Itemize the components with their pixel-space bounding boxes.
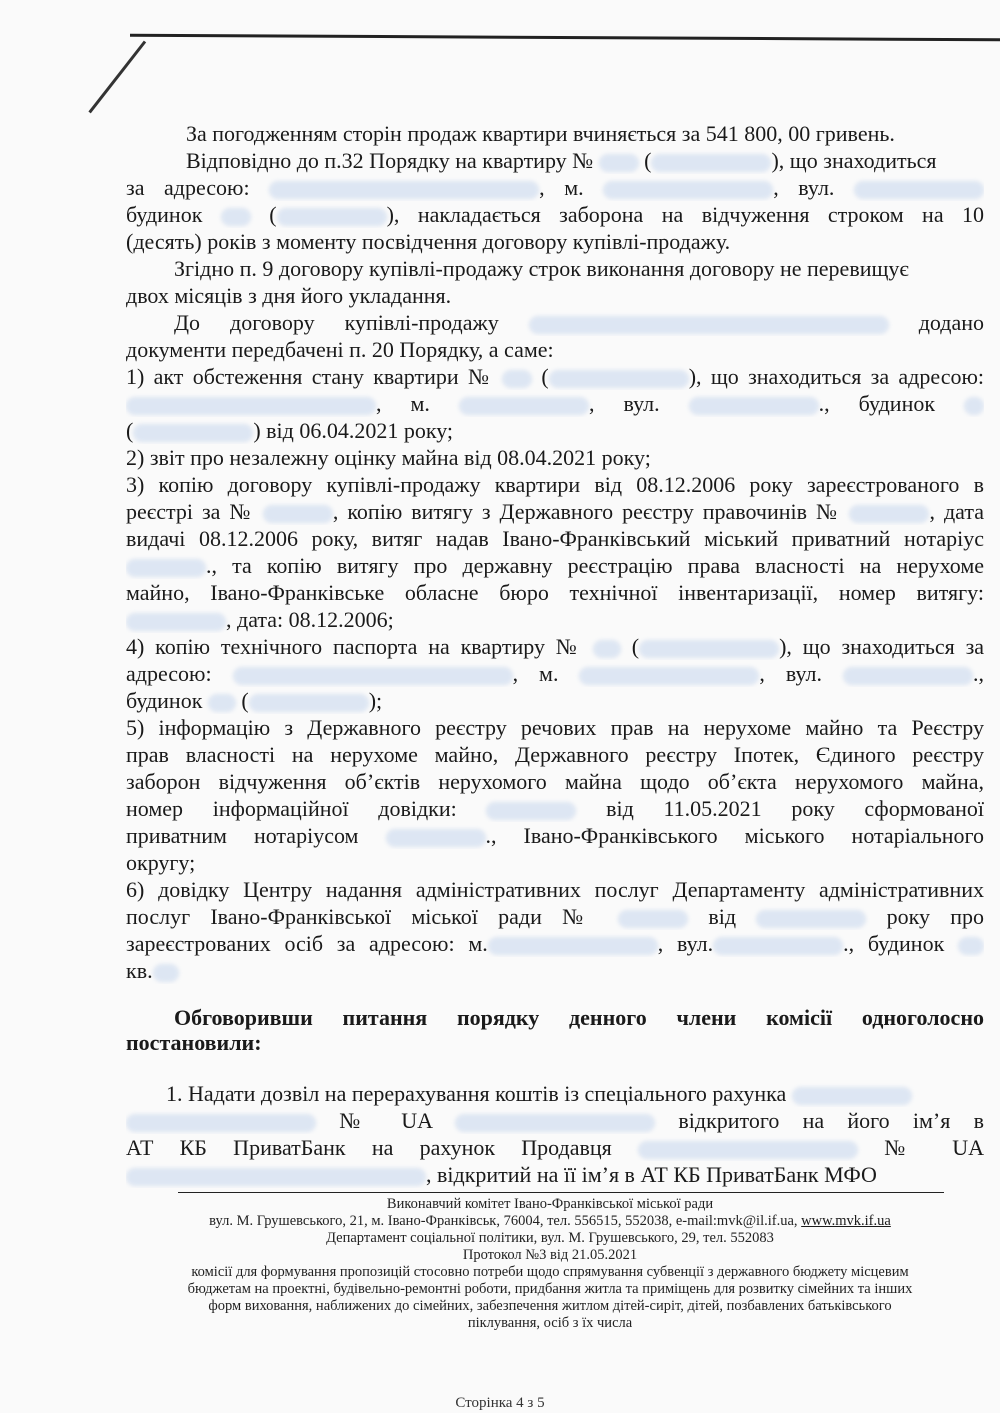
- text-line: округу;: [126, 850, 196, 875]
- paragraph-price: За погодженням сторін продаж квартири вчиняється за 541 800, 00 гривень.: [186, 121, 895, 146]
- text-line: , м. , вул. ., будинок: [126, 390, 984, 417]
- list-item-4: 4) копію технічного паспорта на квартиру № ( ), що знаходиться за: [126, 634, 984, 659]
- text-line: (десять) років з моменту посвідчення договору купівлі-продажу.: [126, 229, 731, 254]
- scan-edge-line: [130, 34, 1000, 42]
- list-item-5: 5) інформацію з Державного реєстру речових прав на нерухоме майно та Реєстру: [126, 715, 984, 740]
- footer-commission: форм виховання, наближених до сімейних, забезпечення житлом дітей-сиріт, дітей, позбавлених батьківського: [208, 1298, 892, 1314]
- list-item-1: 1) акт обстеження стану квартири № ( ), що знаходиться за адресою:: [126, 364, 984, 389]
- footer-commission: комісії для формування пропозицій стосовно потреби щодо спрямування субвенції з державного бюджету місцевим: [191, 1264, 909, 1280]
- text-line: майно, Івано-Франківське обласне бюро технічної інвентаризації, номер витягу:: [126, 580, 984, 605]
- decision-heading-cont: постановили:: [126, 1030, 262, 1055]
- text-line: зареєстрованих осіб за адресою: м. , вул. ., будинок: [126, 930, 984, 957]
- text-line: будинок ( );: [126, 688, 383, 713]
- decision-item-1: 1. Надати дозвіл на перерахування коштів із спеціального рахунка: [126, 1080, 984, 1107]
- text-line: ( ) від 06.04.2021 року;: [126, 418, 454, 443]
- footer-protocol: Протокол №3 від 21.05.2021: [462, 1247, 638, 1263]
- text-line: , дата: 08.12.2006;: [126, 606, 984, 633]
- list-item-6: 6) довідку Центру надання адміністративних послуг Департаменту адміністративних: [126, 877, 984, 902]
- footer-commission: бюджетам на проектні, будівельно-ремонтні роботи, придбання житла та приміщень для розвитку сімейних та інших: [187, 1281, 913, 1297]
- text-line: двох місяців з дня його укладання.: [126, 283, 452, 308]
- decision-heading: Обговоривши питання порядку денного члени комісії одноголосно: [174, 1005, 984, 1030]
- footer-website-link[interactable]: www.mvk.if.ua: [801, 1213, 891, 1229]
- text-line: адресою: , м. , вул. .,: [126, 661, 984, 686]
- text-line: видачі 08.12.2006 року, витяг надав Івано-Франківський міський приватний нотаріус: [126, 526, 984, 551]
- footer-address: вул. М. Грушевського, 21, м. Івано-Франківськ, 76004, тел. 556515, 552038, e-mail:mvk@il.if.ua, www.mvk.if.ua: [209, 1213, 891, 1229]
- footer-org: Виконавчий комітет Івано-Франківської міської ради: [386, 1196, 714, 1212]
- text-line: реєстрі за № , копію витягу з Державного реєстру правочинів № , дата: [126, 499, 984, 524]
- text-line: АТ КБ ПриватБанк на рахунок Продавця № UA: [126, 1135, 984, 1160]
- page-footer: [120, 1196, 980, 1332]
- text-line: прав власності на нерухоме майно, Державного реєстру Іпотек, Єдиного реєстру: [126, 742, 984, 767]
- footer-divider: [178, 1192, 944, 1193]
- text-line: приватним нотаріусом ., Івано-Франківського міського нотаріального: [126, 823, 984, 848]
- text-line: заборон відчуження об’єктів нерухомого майна щодо об’єкта нерухомого майна,: [126, 769, 984, 794]
- text-line: документи передбачені п. 20 Порядку, а саме:: [126, 337, 554, 362]
- text-line: , відкритий на її ім’я в АТ КБ ПриватБанк МФО: [126, 1161, 984, 1188]
- text-line: за адресою: , м. , вул.: [126, 174, 984, 201]
- footer-department: Департамент соціальної політики, вул. М. Грушевського, 29, тел. 552083: [326, 1230, 774, 1246]
- paragraph-documents: До договору купівлі-продажу додано: [174, 310, 984, 335]
- list-item-2: 2) звіт про незалежну оцінку майна від 08.04.2021 року;: [126, 445, 651, 470]
- text-line: послуг Івано-Франківської міської ради № від року про: [126, 904, 984, 929]
- footer-commission: піклування, осіб з їх числа: [467, 1315, 633, 1331]
- text-line: № UA відкритого на його ім’я в: [126, 1107, 984, 1134]
- scan-fold-mark: [88, 41, 146, 114]
- text-line: будинок ( ), накладається заборона на відчуження строком на 10: [126, 202, 984, 227]
- paragraph-term: Згідно п. 9 договору купівлі-продажу строк виконання договору не перевищує: [174, 256, 909, 281]
- paragraph-prohibition: Відповідно до п.32 Порядку на квартиру № ( ), що знаходиться: [186, 148, 937, 173]
- text-line: кв.: [126, 957, 984, 984]
- page-number: Сторінка 4 з 5: [455, 1395, 545, 1411]
- text-line: номер інформаційної довідки: від 11.05.2021 року сформованої: [126, 796, 984, 821]
- text-line: ., та копію витягу про державну реєстрацію права власності на нерухоме: [126, 552, 984, 579]
- list-item-3: 3) копію договору купівлі-продажу квартири від 08.12.2006 року зареєстрованого в: [126, 472, 984, 497]
